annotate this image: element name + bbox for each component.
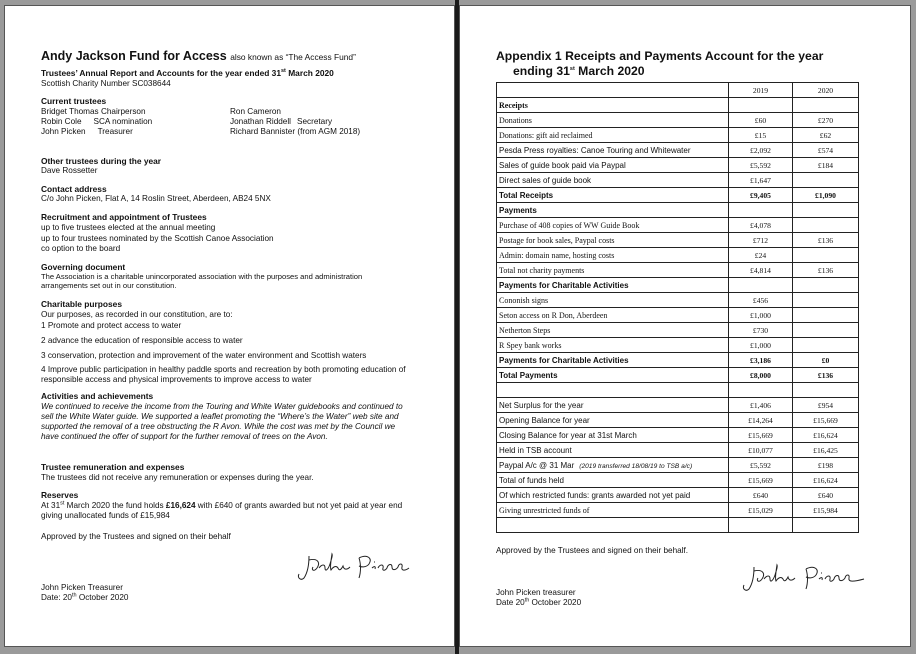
recruitment-line: up to four trustees nominated by the Scottish Canoe Association — [41, 234, 274, 243]
reserves-heading: Reserves — [41, 490, 79, 500]
recruitment-line: co option to the board — [41, 244, 121, 253]
table-row — [497, 263, 859, 278]
table-row — [497, 323, 859, 338]
row-label — [497, 458, 729, 473]
contact-address: C/o John Picken, Flat A, 14 Roslin Street, Aberdeen, AB24 5NX — [41, 194, 271, 203]
row-label — [497, 353, 729, 368]
row-label-text: Payments for Charitable Activities — [499, 355, 629, 365]
value-2019: £14,264 — [729, 413, 793, 428]
value-2019: £1,647 — [729, 173, 793, 188]
row-label-text: Postage for book sales, Paypal costs — [499, 235, 615, 245]
trustee-left-1: Bridget Thomas Chairperson — [41, 107, 146, 116]
value-2019 — [729, 278, 793, 293]
value-2019 — [729, 383, 793, 398]
row-label-text: Held in TSB account — [499, 445, 572, 455]
report-title: Andy Jackson Fund for Access also known as “The Access Fund” — [41, 49, 356, 63]
row-label-text: R Spey bank works — [499, 340, 562, 350]
value-2019: £15 — [729, 128, 793, 143]
row-label-text: Net Surplus for the year — [499, 400, 584, 410]
row-label-text: Direct sales of guide book — [499, 175, 592, 185]
appendix-page — [459, 5, 911, 647]
row-label — [497, 188, 729, 203]
row-label-text: Donations: gift aid reclaimed — [499, 130, 593, 140]
signature-date: Date 20th October 2020 — [496, 597, 582, 607]
contact-heading: Contact address — [41, 184, 107, 194]
row-label — [497, 248, 729, 263]
purpose-item: 2 advance the education of responsible access to water — [41, 336, 243, 345]
value-2020: £184 — [793, 158, 859, 173]
row-label-text: Of which restricted funds: grants awarded not yet paid — [499, 490, 691, 500]
table-row — [497, 428, 859, 443]
row-label — [497, 113, 729, 128]
table-row — [497, 158, 859, 173]
header-label-cell — [497, 83, 729, 98]
value-2019: £1,000 — [729, 308, 793, 323]
value-2019: £24 — [729, 248, 793, 263]
row-label-text: Total Payments — [499, 370, 558, 380]
row-label-text: Pesda Press royalties: Canoe Touring and Whitewater — [499, 145, 691, 155]
row-label — [497, 308, 729, 323]
table-row — [497, 98, 859, 113]
purpose-item: 4 Improve public participation in healthy paddle sports and recreation by both promoting education of responsible access and physical improvements to improve access to water — [41, 365, 406, 384]
value-2019: £712 — [729, 233, 793, 248]
value-2020: £62 — [793, 128, 859, 143]
table-row — [497, 188, 859, 203]
handwritten-signature — [740, 562, 870, 594]
row-label-text: Purchase of 408 copies of WW Guide Book — [499, 220, 640, 230]
table-row — [497, 128, 859, 143]
table-row — [497, 473, 859, 488]
appendix-title: Appendix 1 Receipts and Payments Account for the year ending 31st March 2020 — [496, 49, 824, 78]
governing-text: The Association is a charitable unincorporated association with the purposes and administration arrangements set out in our constitution. — [41, 272, 363, 290]
value-2019: £5,592 — [729, 158, 793, 173]
trustee-left-3: John Picken Treasurer — [41, 127, 133, 136]
row-label-text: Cononish signs — [499, 295, 549, 305]
recruitment-line: up to five trustees elected at the annual meeting — [41, 223, 216, 232]
value-2020 — [793, 218, 859, 233]
value-2019: £15,669 — [729, 473, 793, 488]
activities-heading: Activities and achievements — [41, 391, 154, 401]
signature-date: Date: 20th October 2020 — [41, 592, 129, 602]
table-row — [497, 203, 859, 218]
table-row — [497, 488, 859, 503]
row-label — [497, 128, 729, 143]
remuneration-heading: Trustee remuneration and expenses — [41, 462, 185, 472]
report-page — [4, 5, 455, 647]
value-2020: £136 — [793, 368, 859, 383]
value-2019: £10,077 — [729, 443, 793, 458]
row-label-text: Payments for Charitable Activities — [499, 280, 629, 290]
row-label-text: Sales of guide book paid via Paypal — [499, 160, 626, 170]
row-label-text: Opening Balance for year — [499, 415, 590, 425]
table-row — [497, 233, 859, 248]
row-label — [497, 443, 729, 458]
signer-name: John Picken treasurer — [496, 588, 576, 597]
value-2019: £4,814 — [729, 263, 793, 278]
value-2019: £456 — [729, 293, 793, 308]
handwritten-signature — [295, 550, 415, 584]
row-label-text: Receipts — [499, 100, 528, 110]
purpose-item: 1 Promote and protect access to water — [41, 321, 182, 330]
row-label — [497, 263, 729, 278]
row-label — [497, 398, 729, 413]
row-label — [497, 278, 729, 293]
table-row — [497, 413, 859, 428]
value-2019 — [729, 203, 793, 218]
value-2020: £136 — [793, 233, 859, 248]
other-trustees-heading: Other trustees during the year — [41, 156, 162, 166]
row-label — [497, 218, 729, 233]
value-2020: £16,624 — [793, 473, 859, 488]
value-2020 — [793, 203, 859, 218]
value-2020 — [793, 173, 859, 188]
table-row — [497, 458, 859, 473]
receipts-payments-table — [496, 82, 859, 533]
row-label — [497, 98, 729, 113]
table-header-row — [497, 83, 859, 98]
trustee-right-1: Ron Cameron — [230, 107, 281, 116]
signer-name: John Picken Treasurer — [41, 583, 123, 592]
value-2019: £15,029 — [729, 503, 793, 518]
other-trustees: Dave Rossetter — [41, 166, 98, 175]
table-row — [497, 518, 859, 533]
reserves-text: At 31st March 2020 the fund holds £16,624 with £640 of grants awarded but not yet paid at year end giving unallocated funds of £15,984 — [41, 500, 403, 520]
row-label-text: Total of funds held — [499, 475, 564, 485]
value-2020 — [793, 308, 859, 323]
value-2020 — [793, 98, 859, 113]
row-label-text: Netherton Steps — [499, 325, 551, 335]
row-label-text: Seton access on R Don, Aberdeen — [499, 310, 608, 320]
table-row — [497, 173, 859, 188]
table-row — [497, 248, 859, 263]
row-label — [497, 203, 729, 218]
value-2019: £5,592 — [729, 458, 793, 473]
activities-text: We continued to receive the income from the Touring and White Water guidebooks and continued to sell the White Water guide. We supported a leaflet promoting the “Where’s the Water” web site and supported the removal of a tree obstructing the R Avon. While the cost was met by the Council we have continued the offer of support for the further removal of trees on the Avon. — [41, 402, 403, 441]
row-label — [497, 143, 729, 158]
table-row — [497, 218, 859, 233]
row-label-text: Paypal A/c @ 31 Mar — [499, 460, 575, 470]
charity-number: Scottish Charity Number SC038644 — [41, 79, 171, 88]
row-label-text: Donations — [499, 115, 532, 125]
table-row — [497, 338, 859, 353]
row-label — [497, 323, 729, 338]
year-header: 2020 — [793, 83, 859, 98]
recruitment-heading: Recruitment and appointment of Trustees — [41, 212, 207, 222]
value-2019: £1,000 — [729, 338, 793, 353]
row-label — [497, 383, 729, 398]
table-row — [497, 383, 859, 398]
value-2020: £16,624 — [793, 428, 859, 443]
value-2019 — [729, 518, 793, 533]
approved-text: Approved by the Trustees and signed on their behalf — [41, 532, 231, 541]
value-2020: £198 — [793, 458, 859, 473]
approved-text: Approved by the Trustees and signed on their behalf. — [496, 546, 689, 555]
row-label — [497, 488, 729, 503]
row-label — [497, 158, 729, 173]
value-2019: £2,092 — [729, 143, 793, 158]
purposes-intro: Our purposes, as recorded in our constitution, are to: — [41, 310, 233, 319]
row-label — [497, 368, 729, 383]
row-label — [497, 473, 729, 488]
remuneration-text: The trustees did not receive any remuneration or expenses during the year. — [41, 473, 314, 482]
row-label — [497, 293, 729, 308]
governing-heading: Governing document — [41, 262, 126, 272]
row-label — [497, 428, 729, 443]
table-row — [497, 293, 859, 308]
value-2020 — [793, 323, 859, 338]
value-2020 — [793, 383, 859, 398]
table-row — [497, 353, 859, 368]
value-2019: £3,186 — [729, 353, 793, 368]
row-label-text: Giving unrestricted funds of — [499, 505, 590, 515]
value-2019: £730 — [729, 323, 793, 338]
current-trustees-heading: Current trustees — [41, 96, 107, 106]
value-2019: £60 — [729, 113, 793, 128]
table-row — [497, 143, 859, 158]
value-2020: £270 — [793, 113, 859, 128]
value-2020: £0 — [793, 353, 859, 368]
row-label — [497, 518, 729, 533]
value-2020: £1,090 — [793, 188, 859, 203]
report-subtitle: Trustees’ Annual Report and Accounts for the year ended 31st March 2020 — [41, 68, 334, 78]
trustee-left-2: Robin Cole SCA nomination — [41, 117, 153, 126]
value-2020 — [793, 338, 859, 353]
value-2019: £9,405 — [729, 188, 793, 203]
value-2020 — [793, 293, 859, 308]
value-2020: £574 — [793, 143, 859, 158]
row-label-text: Admin: domain name, hosting costs — [499, 250, 615, 260]
year-header: 2019 — [729, 83, 793, 98]
trustee-right-3: Richard Bannister (from AGM 2018) — [230, 127, 361, 136]
table-row — [497, 278, 859, 293]
value-2019 — [729, 98, 793, 113]
value-2019: £15,669 — [729, 428, 793, 443]
table-row — [497, 308, 859, 323]
row-label — [497, 233, 729, 248]
value-2019: £4,078 — [729, 218, 793, 233]
purpose-item: 3 conservation, protection and improvement of the water environment and Scottish waters — [41, 351, 367, 360]
row-label-text: Closing Balance for year at 31st March — [499, 430, 637, 440]
value-2020: £136 — [793, 263, 859, 278]
value-2020: £15,669 — [793, 413, 859, 428]
row-label-text: Total Receipts — [499, 190, 554, 200]
row-label — [497, 338, 729, 353]
value-2020 — [793, 248, 859, 263]
value-2019: £640 — [729, 488, 793, 503]
table-row — [497, 398, 859, 413]
row-label — [497, 503, 729, 518]
row-note: (2019 transferred 18/08/19 to TSB a/c) — [579, 462, 693, 470]
row-label-text: Payments — [499, 205, 537, 215]
value-2020: £954 — [793, 398, 859, 413]
table-row — [497, 113, 859, 128]
trustee-right-2: Jonathan Riddell Secretary — [230, 117, 333, 126]
row-label — [497, 413, 729, 428]
table-row — [497, 368, 859, 383]
row-label — [497, 173, 729, 188]
table-row — [497, 503, 859, 518]
value-2020: £640 — [793, 488, 859, 503]
value-2020 — [793, 278, 859, 293]
value-2019: £1,406 — [729, 398, 793, 413]
table-row — [497, 443, 859, 458]
value-2020: £15,984 — [793, 503, 859, 518]
value-2020: £16,425 — [793, 443, 859, 458]
purposes-heading: Charitable purposes — [41, 299, 122, 309]
value-2020 — [793, 518, 859, 533]
value-2019: £8,000 — [729, 368, 793, 383]
row-label-text: Total not charity payments — [499, 265, 585, 275]
